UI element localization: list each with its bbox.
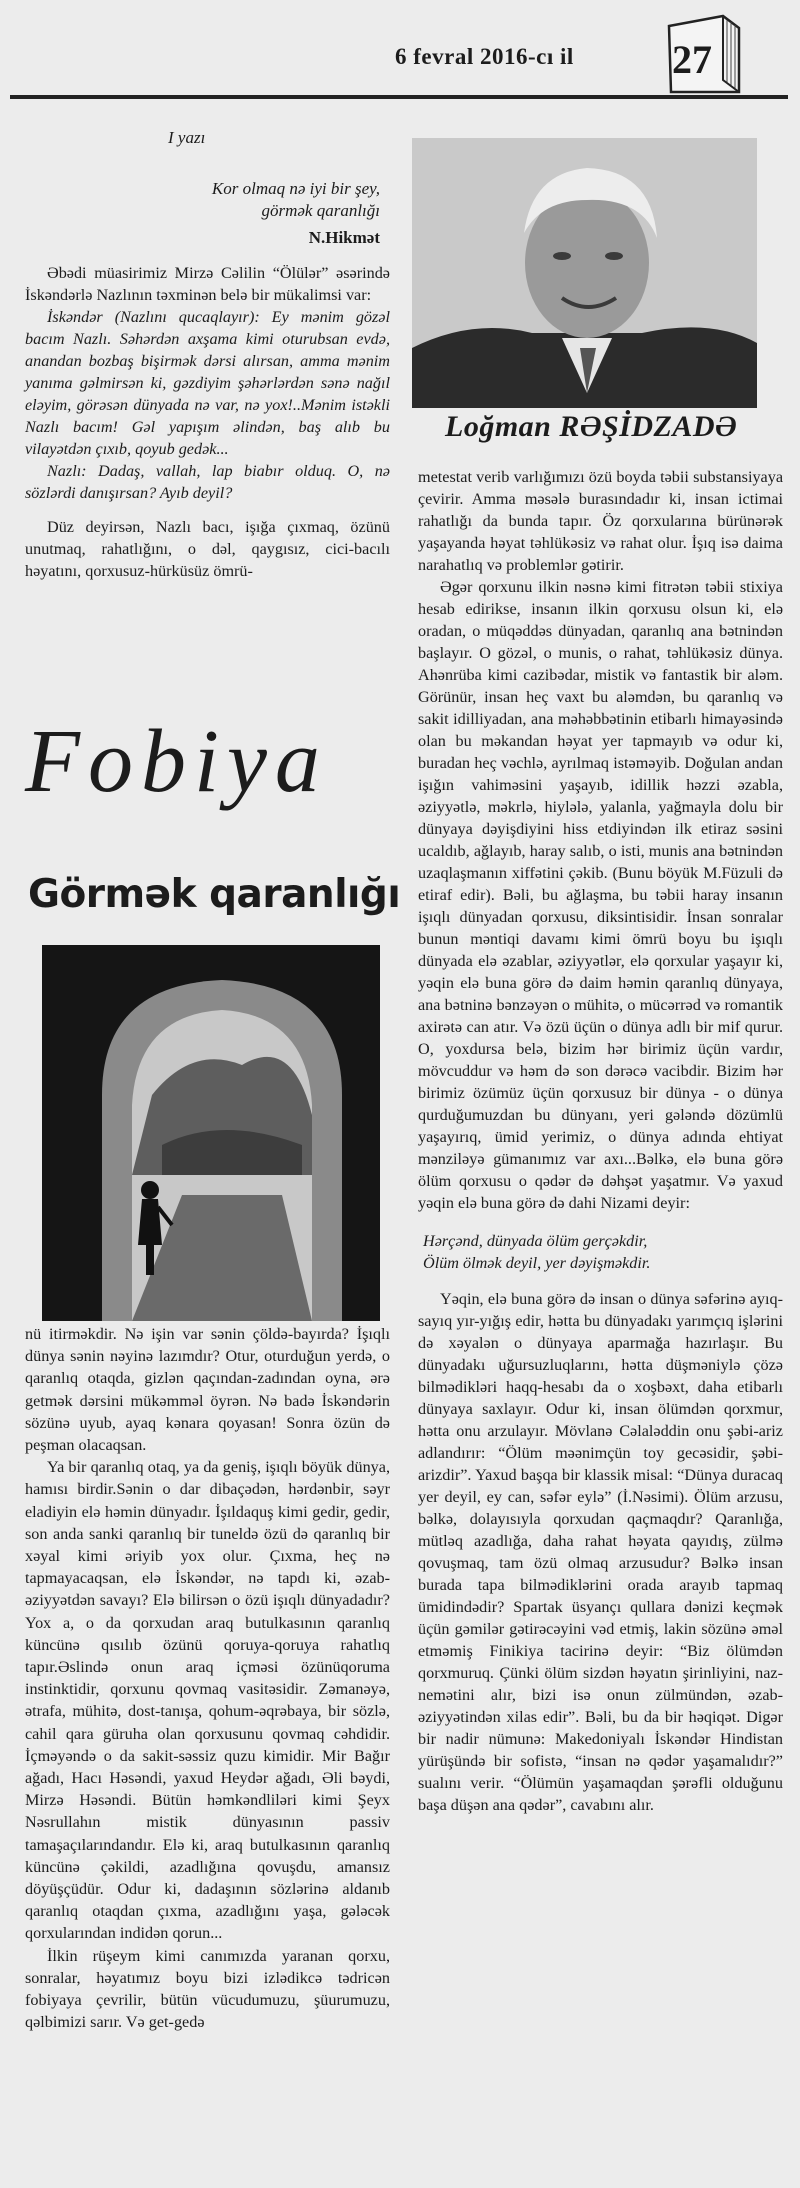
- dialogue-paragraph: İskəndər (Nazlını qucaqlayır): Ey mənim gözəl bacım Nazlı. Səhərdən axşama kimi oturubsan evdə, anandan bozbaş bişirmək dərsi alırsan, amma mənim yanıma gəlmirsən ki, gəzdiyim şəhərlərdən sənə nağıl eləyim, görəsən dünyada nə var, nə yox!..Mənim istəkli Nazlı bacım! Gəl yapışım əlindən, baş alıb bu vilayətdən çıxıb, qoyub gedək...: [25, 308, 390, 458]
- author-name: Loğman RƏŞİDZADƏ: [445, 410, 738, 443]
- issue-date: 6 fevral 2016-cı il: [395, 44, 574, 69]
- dialogue-paragraph: Nazlı: Dadaş, vallah, lap biabır olduq. O, nə sözlərdi danışırsan? Ayıb deyil?: [25, 462, 390, 502]
- paragraph: Əgər qorxunu ilkin nəsnə kimi fitrətən təbii stixiya hesab edirikse, insanın ilkin qorxusu olsun ki, elə oradan, o müqəddəs dünyadan, qaranlıq ana bətnindən başlayır. O gözəl, o munis, o rahat, təhlükəsiz dünya. Ahənrüba kimi cazibədar, mistik və fantastik bir aləm. Görünür, insan heç vaxt bu aləmdən, bu qaranlıq və sakit idilliyadan, ana məhəbbətinin etibarlı himayəsində olan bu məkandan həyat yer tapmayıb və odur ki, buradan heç vəchlə, ayrılmaq istəməyib. Doğulan andan işığın vahiməsini yaşayıb, idillik həzzi əzabla, əziyyətlə, məkrlə, hiylələ, yalanla, yağmayla dolu bir dünyaya dəyişdiyini hiss etdiyindən ilk etiraz səsini ucaldıb, ağlayıb, haray salıb, o isti, munis ana bətnindən uzaqlaşmanın xiffətini çəkib. (Bunu böyük M.Füzuli də etiraf edir). Bəli, bu ağlaşma, bu təbii haray insanın işıqlı dünyadan qorxusu, diksintisidir. İnsan sonralar bunun məntiqi davamı kimi ömrü boyu bu işıqlı dünyada elə əzablar, əziyyətlər, elə qorxular yaşayır ki, yəqin elə buna görə də daim həmin qaranlıq dünyaya, ana bətninə bənzəyən o mühitə, o mücərrəd və romantik axirətə can atır. Və özü üçün o dünya adlı bir mif qurur. O, yoxdursa belə, bizim hər birimiz üçün vardır, mövcuddur və həm də son dərəcə vacibdir. Bizim hər birimiz özümüz üçün qorxusuz bir dünya - o dünya qurduğumuzdan bu dünyanı, yeri gələndə dözümlü yaşayırıq, ümid yerimiz, o dünya adında ehtiyat mənziləyə gümanımız var axı...Bəlkə, elə buna görə ölüm qorxusu o qədər də dəhşət yaşatmır. Və yaxud yəqin elə buna görə də dahi Nizami deyir:: [418, 578, 783, 1212]
- article-subtitle: Görmək qaranlığı: [28, 872, 401, 917]
- left-bottom-text: [25, 1323, 390, 2034]
- epigraph-author: N.Hikmət: [308, 228, 380, 247]
- right-column-text: [418, 466, 783, 1816]
- epigraph-line: Kor olmaq nə iyi bir şey,: [211, 179, 380, 198]
- section-label: I yazı: [168, 128, 206, 147]
- epigraph-line: görmək qaranlığı: [261, 201, 380, 220]
- page-number: 27: [672, 37, 712, 82]
- article-title: Fobiya: [25, 712, 328, 811]
- poem-line: Hərçənd, dünyada ölüm gerçəkdir,: [423, 1232, 648, 1250]
- author-photo: [412, 138, 757, 408]
- paragraph: Əbədi müasirimiz Mirzə Cəlilin “Ölülər” əsərində İskəndərlə Nazlının təxminən belə bir mükalimsi var:: [25, 264, 390, 304]
- header-rule: [10, 95, 788, 99]
- paragraph: Düz deyirsən, Nazlı bacı, işığa çıxmaq, özünü unutmaq, rahatlığını, o dəl, qaygısız, cici-bacılı həyatını, qorxusuz-hürküsüz ömrü-: [25, 518, 390, 580]
- paragraph: nü itirməkdir. Nə işin var sənin çöldə-bayırda? İşıqlı dünya sənin nəyinə lazımdır? Otur, oturduğun yerdə, o qaranlıq otaqda, gizlən qaçından-zadından oyna, ərə getmək dərsini mükəmməl öyrən. Nə badə İskəndərin sözünə uyub, ayaq kənara qoyasan! Sonra özün də peşman olacaqsan.: [25, 1325, 390, 1455]
- intro-text: [25, 262, 390, 582]
- paragraph: metestat verib varlığımızı özü boyda təbii substansiyaya çevirir. Amma məsələ burasındadır ki, insan ictimai rahatlığı da bunda tapır. Öz qorxularına bürünərək yaşayanda həyat təhlükəsiz və rahat olur. İşıq isə daima narahatlıq və problemlər gətirir.: [418, 468, 783, 574]
- paragraph: Yəqin, elə buna görə də insan o dünya səfərinə ayıq-sayıq yır-yığış edir, hətta bu dünyadakı yarımçıq işlərini də xəyalən o dünyaya aparmağa hazırlaşır. Bu dünyadakı uğursuzluqlarını, hətta düşməniylə çözə bilmədikləri haqq-hesabı da o xoşbəxt, daha etibarlı dünyaya saxlayır. Odur ki, insan ölümdən qorxmur, hətta onu arzulayır. Mövlanə Cəlaləddin onu şəbi-ariz adlandırır: “Ölüm məənimçün toy gecəsidir, şəbi-arizdir”. Yaxud başqa bir klassik misal: “Dünya duracaq yer deyil, ey can, səfər eylə” (İ.Nəsimi). Ölüm arzusu, bəlkə, dolayısıyla qorxudan qaçmaqdır? Qaranlığa, mütləq azadlığa, daha rahat həyata qayıdış, zülmə qovuşmaq, tam özü olmaq arzusudur? Bəlkə insan burada tapa bilmədiklərini orada arayıb tapmaq ümidindədir? Spartak üsyançı qullara dənizi keçmək üçün gəmilər gətirəcəyini vəd etmiş, lakin sözünə əməl etməmiş Finikiya tacirinə deyir: “Biz ölümdən qorxmuruq. Çünki ölüm sizdən həyatın şirinliyini, naz-nemətini alır, bizi isə onun zülmündən, əzab-əziyyətindən xilas edir”. Bəli, bu da bir həqiqət. Digər bir nadir nümunə: Makedoniyalı İskəndər Hindistan yürüşündə bir sofistə, “insan nə qədər yaşamalıdır?” sualını verir. “Ölümün yaşamaqdan şərəfli olduğunu başa düşən ana qədər”, cavabını alır.: [418, 1290, 783, 1814]
- paragraph: Ya bir qaranlıq otaq, ya da geniş, işıqlı böyük dünya, hamısı birdir.Sənin o dar dibaçədən, hərdənbir, səyr eladiyin elə həmin dünyadır. İşıldaquş kimi gedir, gedir, son anda sanki qaranlıq bir tuneldə özü də qaranlıq bir xəyal kimi əriyib yox olur. Çıxma, heç nə tapmayacaqsan, elə İskəndər, nə tapdı ki, əzab-əziyyətdən savayı? Elə bilirsən o özü işıqlı dünyadadır? Yox a, o da qorxudan araq butulkasının qaranlıq küncünə qısılıb özünü qoruya-qoruya rahatlıq tapır.Əslində onun araq içməsi özünüqoruma instinktidir, qorxunu qovmaq vasitəsidir. Zəmanəyə, ətrafa, mühitə, dost-tanışa, qohum-əqrəbaya, bir sözlə, cahil qara güruha olan qorxusunu qovmaq cəhdidir. İçməyəndə o da sakit-səssiz quzu kimidir. Mir Bağır ağadı, Hacı Həsəndi, yaxud Heydər ağadı, Əli bəydi, Mirzə Həsəndi. Bütün həmkəndliləri kimi Şeyx Nəsrullahın mistik dünyasının passiv tamaşaçılarındandır. Elə ki, araq butulkasının qaranlıq küncünə çəkildi, azadlığına qovuşdu, amansız döyüşçüdür. Odur ki, dadaşının sözlərinə aldanıb qaranlıq otaqdan çıxma, azadlığını yaşa, gələcək qorxularından indidən qorun...: [25, 1458, 390, 1943]
- tunnel-illustration: [42, 945, 380, 1321]
- epigraph: [100, 178, 380, 222]
- paragraph: İlkin rüşeym kimi canımızda yaranan qorxu, sonralar, həyatımız boyu bizi izlədikcə tədricən fobiyaya çevrilir, bütün vücudumuzu, şüurumuzu, qəlbimizi sarır. Və get-gedə: [25, 1946, 390, 2032]
- poem-quote: [418, 1230, 783, 1274]
- poem-line: Ölüm ölmək deyil, yer dəyişməkdir.: [423, 1254, 651, 1272]
